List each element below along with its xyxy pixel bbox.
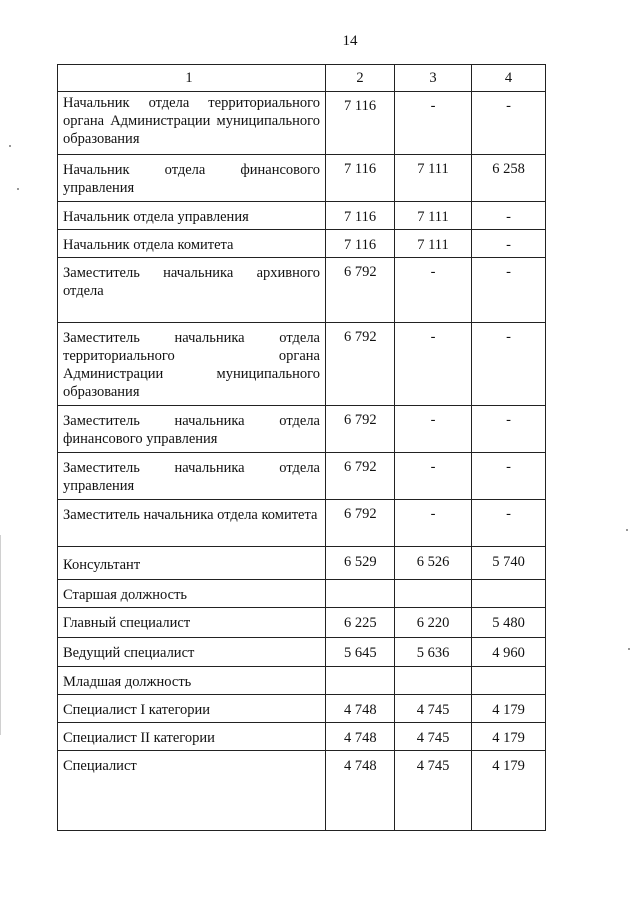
position-name: Начальник отдела комитета (58, 230, 326, 258)
value-col-4: - (472, 453, 546, 500)
table-row (58, 667, 546, 695)
value-col-4: 5 740 (472, 547, 546, 580)
value-col-4: 6 258 (472, 155, 546, 202)
value-col-2: 6 792 (326, 453, 395, 500)
value-col-4: - (472, 92, 546, 155)
value-col-2 (326, 667, 395, 695)
salary-table (57, 64, 546, 831)
value-col-3: 6 526 (395, 547, 472, 580)
table-row (58, 406, 546, 453)
value-col-2: 6 792 (326, 258, 395, 323)
value-col-4: - (472, 323, 546, 406)
value-col-3: - (395, 406, 472, 453)
table-row (58, 453, 546, 500)
value-col-4: 4 179 (472, 695, 546, 723)
value-col-3: 5 636 (395, 638, 472, 667)
header-cell-3: 3 (395, 65, 472, 92)
value-col-4: 4 179 (472, 751, 546, 831)
scan-speck (9, 145, 11, 147)
table-row (58, 155, 546, 202)
value-col-2: 6 792 (326, 500, 395, 547)
position-name: Старшая должность (58, 580, 326, 608)
table-row (58, 608, 546, 638)
value-col-3: - (395, 92, 472, 155)
header-cell-2: 2 (326, 65, 395, 92)
header-cell-1: 1 (58, 65, 326, 92)
value-col-2: 7 116 (326, 92, 395, 155)
value-col-3: 4 745 (395, 751, 472, 831)
value-col-3: 6 220 (395, 608, 472, 638)
position-name: Заместитель начальника архивного отдела (58, 258, 326, 323)
value-col-4: - (472, 258, 546, 323)
value-col-3 (395, 580, 472, 608)
value-col-4: - (472, 230, 546, 258)
position-name: Ведущий специалист (58, 638, 326, 667)
table-row (58, 695, 546, 723)
table-row (58, 230, 546, 258)
value-col-4: - (472, 500, 546, 547)
table-row (58, 638, 546, 667)
value-col-3: 4 745 (395, 723, 472, 751)
table-row (58, 202, 546, 230)
value-col-4 (472, 667, 546, 695)
value-col-3: 4 745 (395, 695, 472, 723)
table-row (58, 500, 546, 547)
value-col-2: 4 748 (326, 723, 395, 751)
position-name: Специалист I категории (58, 695, 326, 723)
position-name: Главный специалист (58, 608, 326, 638)
value-col-2: 5 645 (326, 638, 395, 667)
value-col-4: - (472, 406, 546, 453)
value-col-2: 7 116 (326, 155, 395, 202)
table-row (58, 580, 546, 608)
value-col-2: 4 748 (326, 695, 395, 723)
position-name: Заместитель начальника отдела комитета (58, 500, 326, 547)
table-row (58, 258, 546, 323)
table-row (58, 547, 546, 580)
position-name: Консультант (58, 547, 326, 580)
value-col-4: 4 179 (472, 723, 546, 751)
position-name: Заместитель начальника отдела финансового управления (58, 406, 326, 453)
value-col-3: - (395, 258, 472, 323)
scan-edge-line (0, 535, 1, 735)
value-col-4 (472, 580, 546, 608)
table-row (58, 751, 546, 831)
value-col-4: - (472, 202, 546, 230)
page-number: 14 (342, 33, 358, 49)
value-col-3: 7 111 (395, 230, 472, 258)
value-col-3: - (395, 500, 472, 547)
value-col-2 (326, 580, 395, 608)
table-row (58, 323, 546, 406)
header-cell-4: 4 (472, 65, 546, 92)
value-col-2: 6 225 (326, 608, 395, 638)
position-name: Заместитель начальника отдела территориального органа Администрации муниципального образования (58, 323, 326, 406)
position-name: Заместитель начальника отдела управления (58, 453, 326, 500)
value-col-4: 5 480 (472, 608, 546, 638)
value-col-3: 7 111 (395, 202, 472, 230)
value-col-2: 6 792 (326, 406, 395, 453)
value-col-2: 4 748 (326, 751, 395, 831)
position-name: Специалист II категории (58, 723, 326, 751)
position-name: Начальник отдела финансового управления (58, 155, 326, 202)
table-row (58, 723, 546, 751)
value-col-2: 6 529 (326, 547, 395, 580)
table-row (58, 92, 546, 155)
scan-speck (626, 529, 628, 531)
value-col-2: 6 792 (326, 323, 395, 406)
scan-speck (628, 648, 630, 650)
value-col-3: - (395, 323, 472, 406)
position-name: Специалист (58, 751, 326, 831)
value-col-3: 7 111 (395, 155, 472, 202)
value-col-3: - (395, 453, 472, 500)
value-col-4: 4 960 (472, 638, 546, 667)
value-col-2: 7 116 (326, 202, 395, 230)
position-name: Начальник отдела управления (58, 202, 326, 230)
value-col-3 (395, 667, 472, 695)
table-header-row (58, 65, 546, 92)
scan-speck (17, 188, 19, 190)
position-name: Младшая должность (58, 667, 326, 695)
value-col-2: 7 116 (326, 230, 395, 258)
position-name: Начальник отдела территориального органа Администрации муниципального образования (58, 92, 326, 155)
